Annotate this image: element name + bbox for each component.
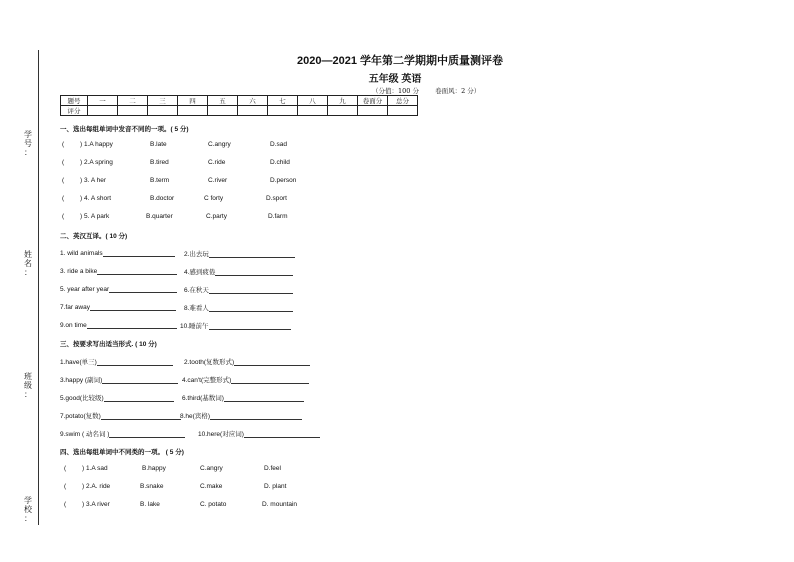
answer-bracket[interactable]: (: [62, 213, 65, 220]
prompt-text: 4.感到疲倦: [184, 269, 216, 276]
score-table-header-row: [61, 96, 418, 106]
score-entry-cell[interactable]: [328, 106, 358, 116]
option-a: ) 2.A. ride: [82, 483, 111, 490]
score-cell: 题号: [61, 96, 88, 106]
answer-bracket[interactable]: (: [64, 465, 67, 472]
score-cell: 四: [178, 96, 208, 106]
score-cell: 二: [118, 96, 148, 106]
prompt-text: 8.难看人: [184, 305, 209, 312]
answer-bracket[interactable]: (: [64, 501, 67, 508]
prompt-text: 10.here(对应词): [198, 431, 244, 438]
neatness-score-text: 卷面风：2 分）: [435, 87, 481, 95]
option-a: ) 1.A happy: [80, 141, 113, 148]
prompt-text: 3. ride a bike: [60, 268, 98, 275]
answer-blank[interactable]: [101, 412, 181, 420]
answer-blank[interactable]: [231, 376, 309, 384]
answer-blank[interactable]: [244, 430, 320, 438]
answer-blank[interactable]: [97, 358, 173, 366]
binding-line: [38, 50, 39, 525]
score-entry-cell[interactable]: [118, 106, 148, 116]
prompt-text: 1. wild animals: [60, 250, 103, 257]
answer-blank[interactable]: [104, 394, 174, 402]
option-c: C.river: [208, 177, 228, 184]
prompt-text: 2.出去玩: [184, 251, 209, 258]
option-c: C.ride: [208, 159, 226, 166]
option-a: ) 4. A short: [80, 195, 112, 202]
prompt-text: 7.far away: [60, 304, 90, 311]
answer-bracket[interactable]: (: [62, 195, 65, 202]
score-entry-cell[interactable]: [88, 106, 118, 116]
total-score-text: （分值：100 分: [372, 87, 419, 95]
answer-blank[interactable]: [209, 304, 293, 312]
option-a: ) 3. A her: [80, 177, 107, 184]
option-a: ) 3.A river: [82, 501, 110, 508]
option-a: ) 1.A sad: [82, 465, 108, 472]
score-cell: 五: [208, 96, 238, 106]
option-b: B.quarter: [146, 213, 173, 220]
option-b: B.term: [150, 177, 170, 184]
exam-title: 2020—2021 学年第二学期期中质量测评卷: [297, 55, 503, 67]
score-cell: 评分: [61, 106, 88, 116]
option-b: B.doctor: [150, 195, 175, 202]
prompt-text: 8.he(宾格): [180, 413, 210, 420]
option-c: C forty: [204, 195, 224, 202]
score-cell: 卷面分: [358, 96, 388, 106]
answer-blank[interactable]: [109, 285, 177, 293]
section-3-heading: 三、按要求写出适当形式. ( 10 分): [60, 341, 157, 348]
section-2-heading: 二、英汉互译。( 10 分): [60, 233, 128, 240]
option-c: C. potato: [200, 501, 227, 508]
score-entry-cell[interactable]: [268, 106, 298, 116]
prompt-text: 9.on time: [60, 322, 87, 329]
option-d: D.feel: [264, 465, 281, 472]
prompt-text: 2.tooth(复数形式): [184, 359, 235, 366]
score-cell: 七: [268, 96, 298, 106]
answer-blank[interactable]: [209, 250, 295, 258]
answer-blank[interactable]: [234, 358, 310, 366]
score-table-score-row: [61, 106, 418, 116]
answer-blank[interactable]: [87, 321, 177, 329]
answer-blank[interactable]: [224, 394, 304, 402]
option-b: B.happy: [142, 465, 166, 472]
section-1-heading: 一、选出每组单词中发音不同的一项。( 5 分): [60, 126, 189, 133]
answer-bracket[interactable]: (: [64, 483, 67, 490]
score-cell: 六: [238, 96, 268, 106]
answer-blank[interactable]: [209, 322, 291, 330]
prompt-text: 5.good(比较级): [60, 395, 104, 402]
option-d: D. plant: [264, 483, 287, 490]
prompt-text: 1.have(单三): [60, 359, 97, 366]
prompt-text: 5. year after year: [60, 286, 110, 293]
answer-blank[interactable]: [109, 430, 185, 438]
score-cell: 九: [328, 96, 358, 106]
answer-blank[interactable]: [102, 376, 178, 384]
option-c: C.party: [206, 213, 227, 220]
score-cell: 总分: [388, 96, 418, 106]
option-d: D.sad: [270, 141, 287, 148]
option-d: D.farm: [268, 213, 288, 220]
option-d: D.sport: [266, 195, 287, 202]
score-cell: 八: [298, 96, 328, 106]
prompt-text: 6.在秋天: [184, 287, 209, 294]
score-entry-cell[interactable]: [238, 106, 268, 116]
binding-label-name: 姓 名 ：: [24, 250, 32, 277]
answer-blank[interactable]: [97, 267, 177, 275]
prompt-text: 7.potato(复数): [60, 413, 101, 420]
answer-bracket[interactable]: (: [62, 177, 65, 184]
answer-blank[interactable]: [209, 286, 293, 294]
score-entry-cell[interactable]: [178, 106, 208, 116]
binding-label-class: 班 级 ：: [24, 372, 32, 399]
prompt-text: 3.happy (副词): [60, 377, 103, 384]
answer-bracket[interactable]: (: [62, 141, 65, 148]
binding-label-id: 学 号 ：: [24, 130, 32, 157]
option-d: D.person: [270, 177, 297, 184]
score-cell: 一: [88, 96, 118, 106]
exam-subtitle: 五年级 英语: [368, 74, 422, 85]
answer-blank[interactable]: [215, 268, 293, 276]
option-c: C.make: [200, 483, 223, 490]
exam-meta: [372, 86, 494, 95]
score-cell: 三: [148, 96, 178, 106]
option-b: B.snake: [140, 483, 164, 490]
prompt-text: 10.睡前午: [180, 323, 209, 330]
score-entry-cell[interactable]: [298, 106, 328, 116]
score-entry-cell[interactable]: [208, 106, 238, 116]
score-entry-cell[interactable]: [388, 106, 418, 116]
binding-label-school: 学 校 ：: [24, 496, 32, 523]
option-c: C.angry: [200, 465, 223, 472]
prompt-text: 6.third(基数词): [182, 395, 224, 402]
option-b: B.late: [150, 141, 167, 148]
score-entry-cell[interactable]: [358, 106, 388, 116]
option-b: B.tired: [150, 159, 169, 166]
section-4-heading: 四、选出每组单词中不同类的一项。 ( 5 分): [60, 449, 184, 456]
answer-bracket[interactable]: (: [62, 159, 65, 166]
answer-blank[interactable]: [210, 412, 302, 420]
option-d: D. mountain: [262, 501, 298, 508]
prompt-text: 9.swim ( 动名词 ): [60, 431, 110, 438]
option-b: B. lake: [140, 501, 160, 508]
answer-blank[interactable]: [103, 249, 175, 257]
option-d: D.child: [270, 159, 290, 166]
option-a: ) 2.A spring: [80, 159, 113, 166]
option-c: C.angry: [208, 141, 231, 148]
answer-blank[interactable]: [90, 303, 176, 311]
prompt-text: 4.can't(完整形式): [182, 377, 232, 384]
score-table: [60, 95, 418, 116]
option-a: ) 5. A park: [80, 213, 110, 220]
score-entry-cell[interactable]: [148, 106, 178, 116]
